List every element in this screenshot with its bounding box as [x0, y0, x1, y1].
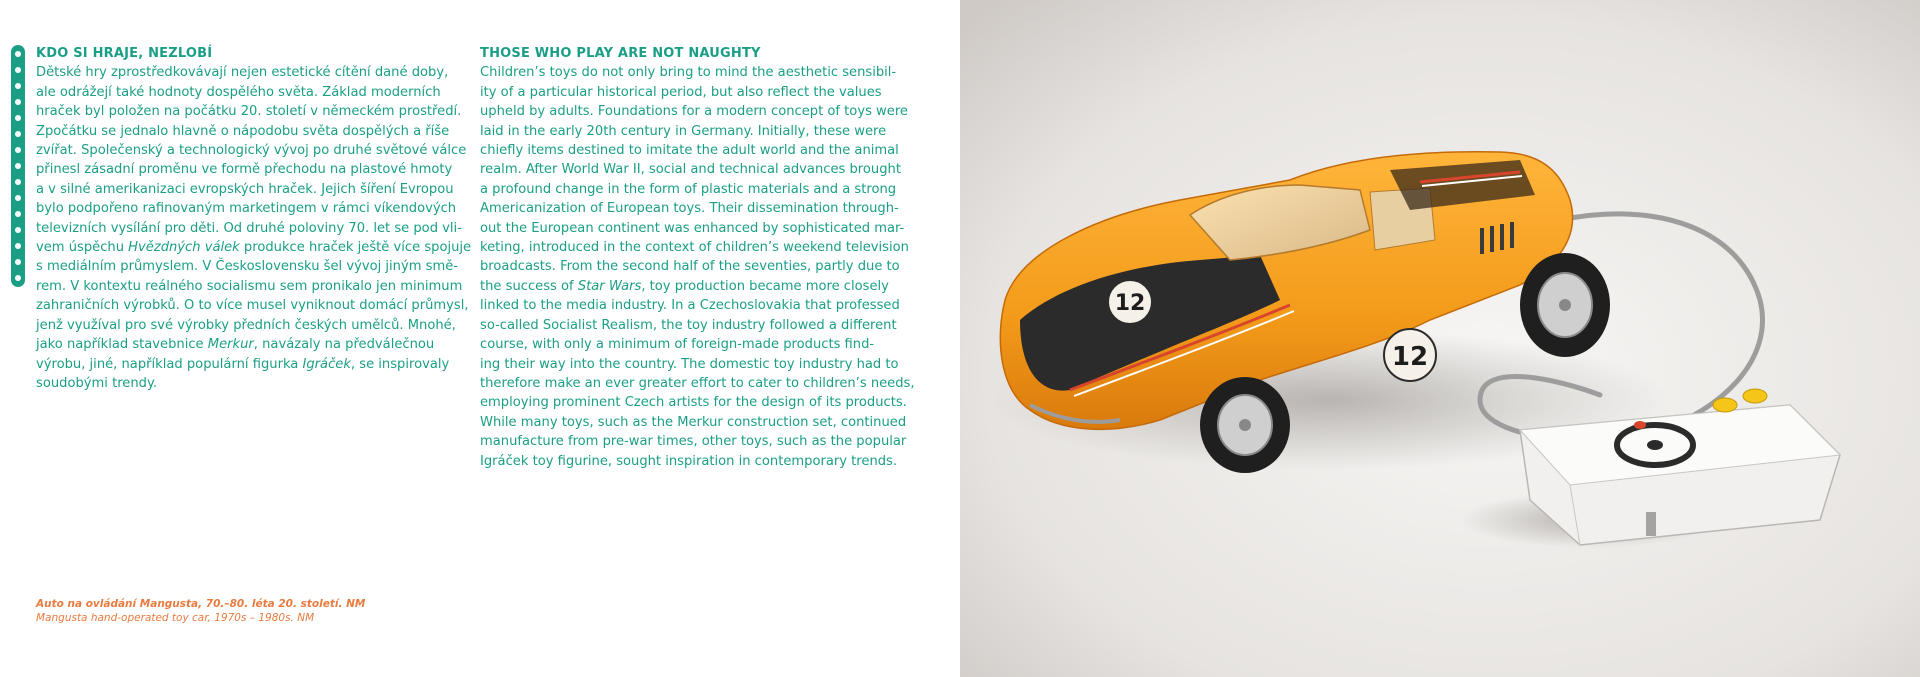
binding-ring-icon	[15, 195, 21, 201]
line-text: chiefly items destined to imitate the adult world and the animal	[480, 143, 899, 159]
binding-ring-icon	[15, 115, 21, 121]
paragraph-line	[36, 316, 464, 335]
paragraph-line	[36, 102, 464, 121]
line-text: zvířat. Společenský a technologický vývoj po druhé světové válce	[36, 143, 467, 159]
line-text: realm. After World War II, social and technical advances brought	[480, 162, 901, 178]
line-text: therefore make an ever greater effort to cater to children’s needs,	[480, 375, 915, 391]
line-text: Children’s toys do not only bring to mind the aesthetic sensibil-	[480, 65, 897, 81]
rear-wheel	[1520, 253, 1610, 357]
paragraph-line	[480, 238, 908, 257]
line-text: Dětské hry zprostředkovávají nejen estetické cítění dané doby,	[36, 65, 449, 81]
paragraph-line	[480, 432, 908, 451]
czech-column	[36, 44, 472, 393]
paragraph-line	[36, 219, 464, 238]
paragraph-line	[480, 393, 908, 412]
line-text: , toy production became more closely	[641, 278, 889, 294]
line-text: rem. V kontextu reálného socialismu sem pronikalo jen minimum	[36, 278, 463, 294]
line-text: soudobými trendy.	[36, 375, 158, 391]
paragraph-line	[480, 141, 908, 160]
paragraph-line	[480, 219, 908, 238]
line-text: , navázaly na předválečnou	[253, 337, 435, 353]
line-text: ale odrážejí také hodnoty dospělého světa. Základ moderních	[36, 84, 441, 100]
binding-ring-icon	[15, 227, 21, 233]
paragraph-line	[480, 102, 908, 121]
paragraph-line	[480, 180, 908, 199]
paragraph-line	[36, 374, 464, 393]
door-number: 12	[1391, 342, 1429, 372]
line-text: ity of a particular historical period, but also reflect the values	[480, 84, 882, 100]
line-text: vem úspěchu	[36, 240, 129, 256]
line-text: televizních vysílání pro děti. Od druhé poloviny 70. let se pod vli-	[36, 220, 462, 236]
paragraph-line	[36, 257, 464, 276]
binding-ring-icon	[15, 163, 21, 169]
binding-ring-icon	[15, 275, 21, 281]
english-heading: THOSE WHO PLAY ARE NOT NAUGHTY	[480, 46, 761, 61]
line-text: Americanization of European toys. Their dissemination through-	[480, 201, 899, 217]
spiral-binding-icon	[11, 45, 25, 287]
line-text: bylo podpořeno rafinovaným marketingem v rámci víkendových	[36, 201, 457, 217]
photo-caption	[36, 597, 365, 625]
czech-heading: KDO SI HRAJE, NEZLOBÍ	[36, 46, 213, 61]
paragraph-line	[480, 296, 908, 315]
binding-ring-icon	[15, 147, 21, 153]
line-text: jako například stavebnice	[36, 337, 208, 353]
paragraph-line	[480, 160, 908, 179]
paragraph-line	[36, 238, 472, 257]
paragraph-line	[36, 296, 469, 315]
italic-title: Star Wars	[577, 278, 642, 294]
paragraph-line	[480, 199, 908, 218]
paragraph-line	[480, 413, 908, 432]
paragraph-line	[36, 160, 464, 179]
paragraph-line	[480, 83, 908, 102]
paragraph-line	[36, 83, 464, 102]
paragraph-line	[480, 122, 908, 141]
paragraph-line	[480, 374, 915, 393]
caption-czech: Auto na ovládání Mangusta, 70.–80. léta 20. století. NM	[36, 598, 366, 610]
line-text: out the European continent was enhanced by sophisticated mar-	[480, 220, 905, 236]
paragraph-line	[36, 277, 464, 296]
english-column	[480, 44, 915, 471]
line-text: a v silné amerikanizaci evropských hraček. Jejich šíření Evropou	[36, 181, 454, 197]
paragraph-line	[480, 452, 908, 471]
paragraph-line	[36, 63, 464, 82]
italic-title: Igráček	[302, 356, 351, 372]
binding-ring-icon	[15, 99, 21, 105]
line-text: the success of	[480, 278, 578, 294]
line-text: a profound change in the form of plastic materials and a strong	[480, 181, 897, 197]
line-text: hraček byl položen na počátku 20. století v německém prostředí.	[36, 104, 462, 120]
binding-ring-icon	[15, 131, 21, 137]
hood-number: 12	[1114, 291, 1146, 316]
line-text: course, with only a minimum of foreign-made products find-	[480, 337, 875, 353]
binding-ring-icon	[15, 211, 21, 217]
paragraph-line	[36, 141, 467, 160]
line-text: laid in the early 20th century in Germany. Initially, these were	[480, 123, 887, 139]
paragraph-line	[480, 316, 908, 335]
paragraph-line	[480, 335, 908, 354]
italic-title: Merkur	[207, 337, 254, 353]
line-text: výrobu, jiné, například populární figurka	[36, 356, 303, 372]
paragraph-line	[36, 199, 464, 218]
english-body	[480, 63, 915, 471]
paragraph-line	[480, 277, 908, 296]
binding-ring-icon	[15, 67, 21, 73]
line-text: broadcasts. From the second half of the seventies, partly due to	[480, 259, 900, 275]
paragraph-line	[480, 257, 908, 276]
caption-english: Mangusta hand-operated toy car, 1970s – 1980s. NM	[36, 612, 315, 624]
line-text: manufacture from pre-war times, other toys, such as the popular	[480, 434, 907, 450]
paragraph-line	[480, 355, 908, 374]
paragraph-line	[36, 355, 464, 374]
paragraph-line	[480, 63, 908, 82]
line-text: ing their way into the country. The domestic toy industry had to	[480, 356, 899, 372]
line-text: upheld by adults. Foundations for a modern concept of toys were	[480, 104, 908, 120]
line-text: s mediálním průmyslem. V Československu šel vývoj jiným smě-	[36, 259, 458, 275]
line-text: employing prominent Czech artists for the design of its products.	[480, 395, 907, 411]
binding-ring-icon	[15, 179, 21, 185]
line-text: zahraničních výrobků. O to více musel vyniknout domácí průmysl,	[36, 298, 469, 314]
binding-ring-icon	[15, 83, 21, 89]
binding-ring-icon	[15, 259, 21, 265]
line-text: jenž využíval pro své výrobky předních českých umělců. Mnohé,	[36, 317, 456, 333]
binding-ring-icon	[15, 243, 21, 249]
paragraph-line	[36, 122, 464, 141]
paragraph-line	[36, 335, 464, 354]
line-text: so-called Socialist Realism, the toy industry followed a different	[480, 317, 897, 333]
line-text: linked to the media industry. In a Czechoslovakia that professed	[480, 298, 900, 314]
line-text: Igráček toy figurine, sought inspiration in contemporary trends.	[480, 453, 898, 469]
line-text: produkce hraček ještě více spojuje	[239, 240, 472, 256]
paragraph-line	[36, 180, 464, 199]
line-text: While many toys, such as the Merkur construction set, continued	[480, 414, 907, 430]
line-text: , se inspirovaly	[350, 356, 450, 372]
czech-body	[36, 63, 472, 393]
line-text: přinesl zásadní proměnu ve formě přechodu na plastové hmoty	[36, 162, 453, 178]
binding-ring-icon	[15, 51, 21, 57]
italic-title: Hvězdných válek	[128, 240, 240, 256]
line-text: Zpočátku se jednalo hlavně o nápodobu světa dospělých a říše	[36, 123, 450, 139]
line-text: keting, introduced in the context of children’s weekend television	[480, 240, 909, 256]
toy-car-photo	[960, 0, 1920, 677]
front-wheel	[1200, 377, 1290, 473]
